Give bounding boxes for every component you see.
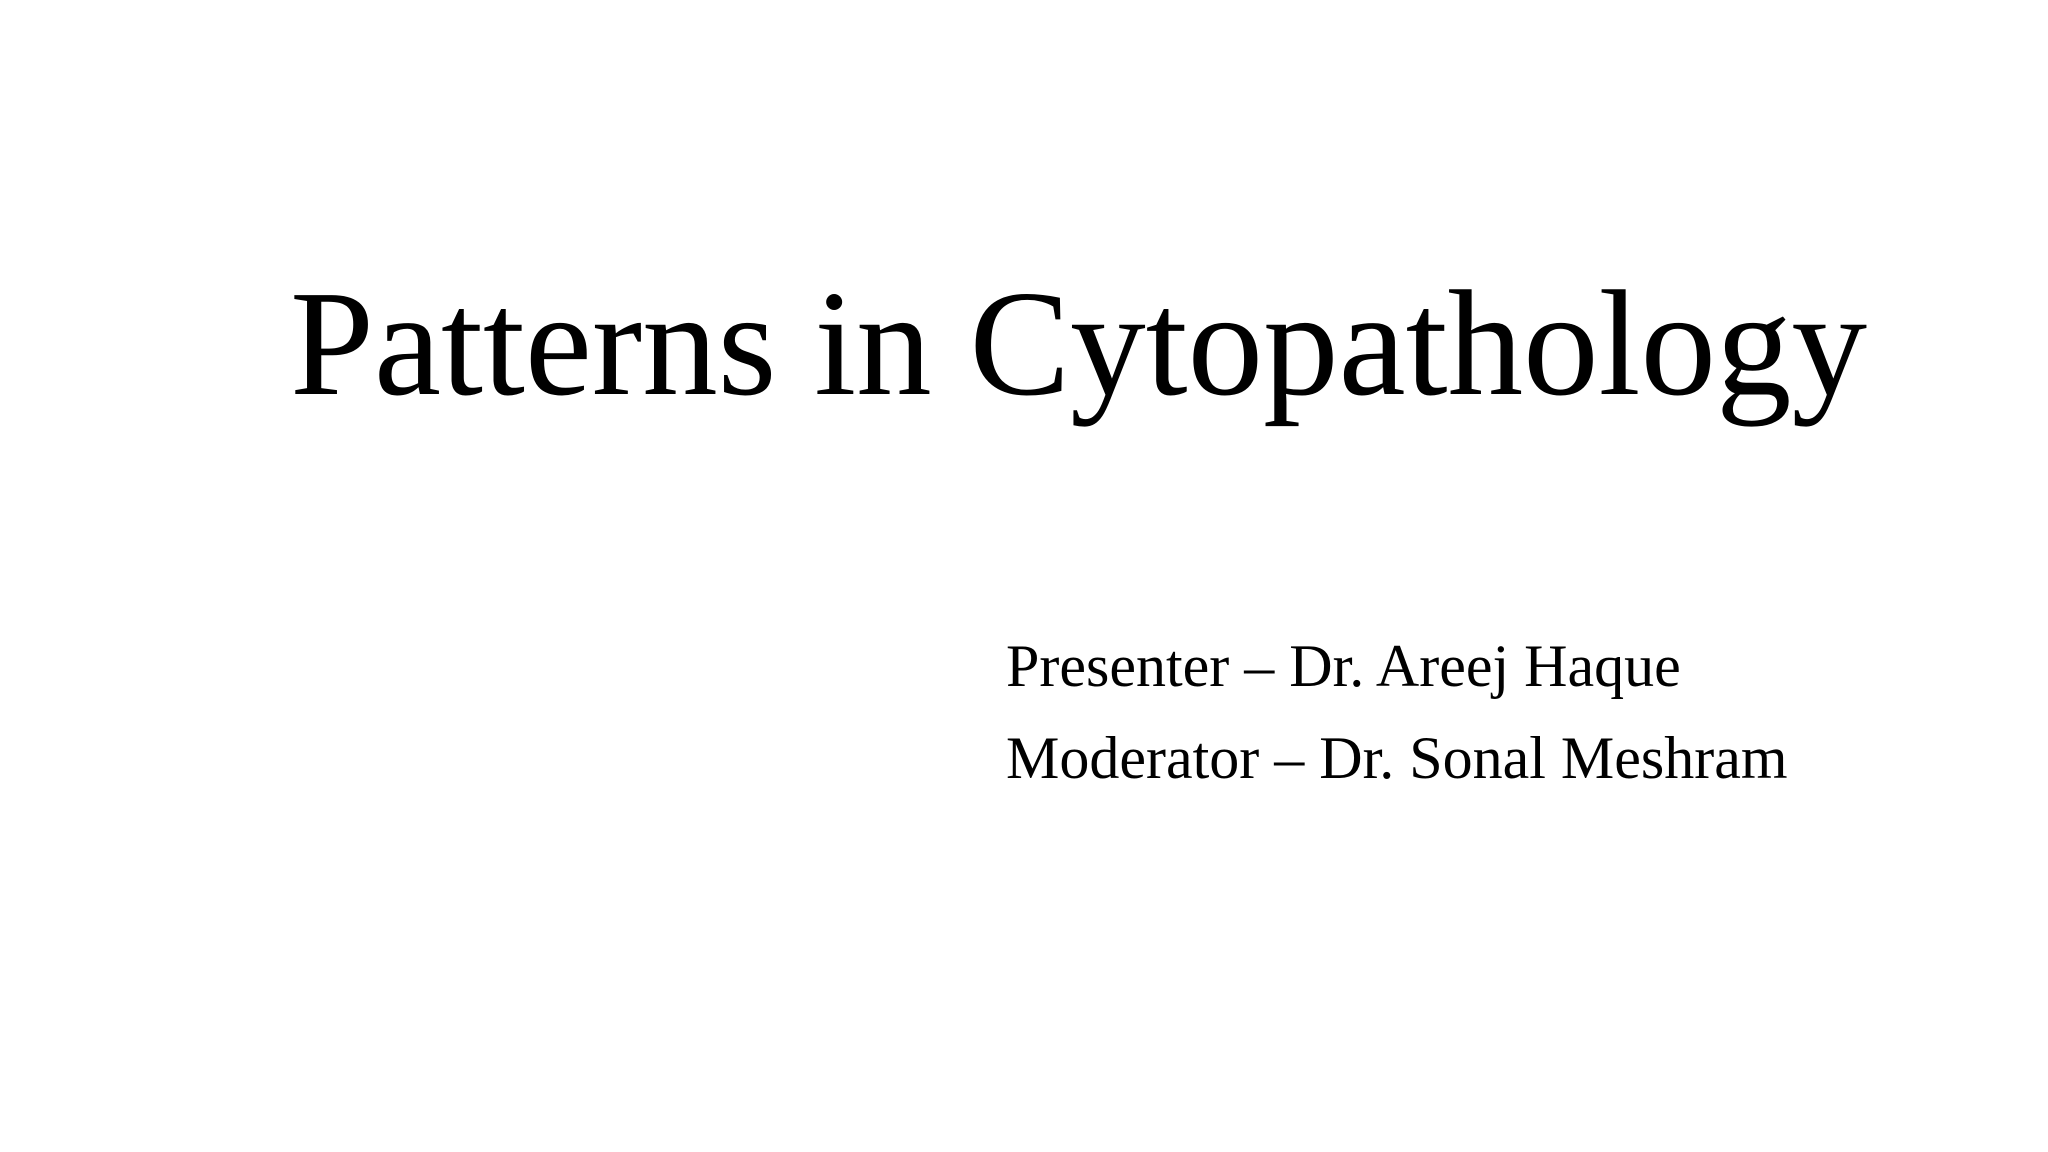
moderator-line: Moderator – Dr. Sonal Meshram: [1006, 725, 1788, 791]
presenter-line: Presenter – Dr. Areej Haque: [1006, 633, 1681, 699]
slide-subtitle: [1006, 620, 1788, 804]
slide-title: Patterns in Cytopathology: [290, 259, 1868, 427]
